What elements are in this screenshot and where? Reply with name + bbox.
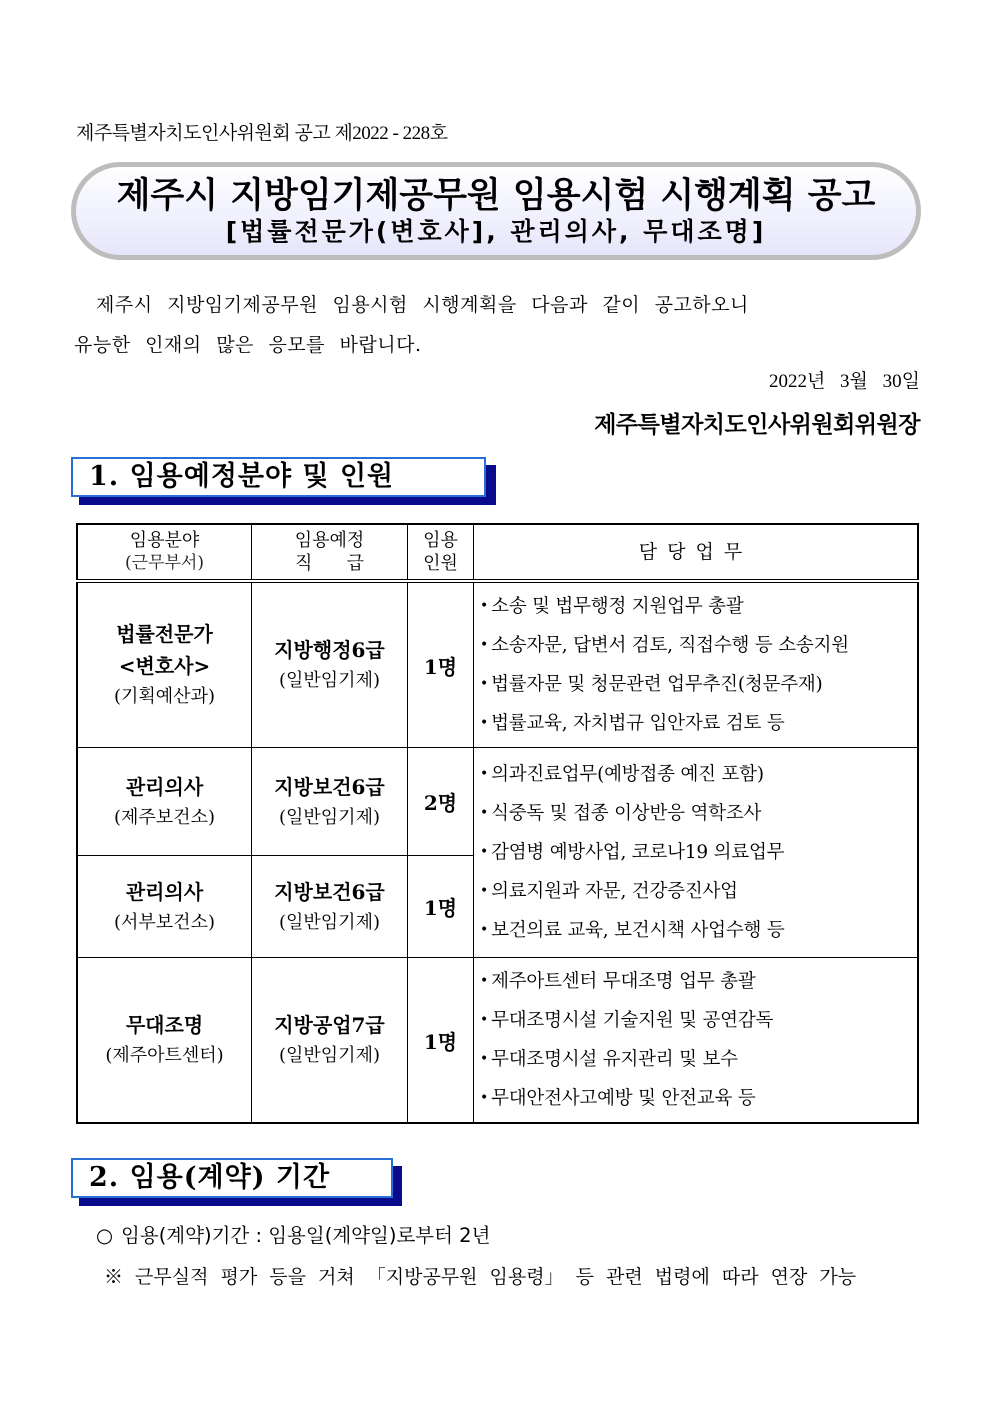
announcement-date: 2022년 3월 30일 [768,371,920,392]
table-row [77,581,918,748]
contract-period [96,1220,490,1248]
table-row [77,748,918,856]
cell-count: 1명 [408,581,474,748]
cell-grade [252,958,408,1124]
duty-item: • 의과진료업무(예방접종 예진 포함) [480,755,917,794]
grade-type: (일반임기제) [279,806,380,828]
department: (제주아트센터) [105,1045,224,1066]
header-field-label: 임용분야 [129,530,200,551]
grade-type: (일반임기제) [279,670,380,691]
header-grade-label: 임용예정 [294,530,365,551]
intro-paragraph [74,285,920,365]
field-name: 무대조명 [125,1013,204,1037]
grade-name: 지방보건6급 [274,774,385,799]
header-field [77,524,252,581]
header-count-label: 임용 [423,530,458,551]
grade-type: (일반임기제) [279,911,380,933]
cell-field [77,581,252,748]
positions-table [76,523,919,1124]
section-1-heading [71,457,486,497]
field-name: 관리의사 [125,774,204,799]
duty-item: • 소송자문, 답변서 검토, 직접수행 등 소송지원 [480,626,917,665]
cell-duties [474,958,919,1124]
circle-bullet-icon: ○ [96,1224,114,1247]
header-grade [252,524,408,581]
duty-item: • 의료지원과 자문, 건강증진사업 [480,872,917,911]
duty-item: • 식중독 및 접종 이상반응 역학조사 [480,794,917,833]
cell-grade [252,748,408,856]
duty-item: • 감염병 예방사업, 코로나19 의료업무 [480,833,917,872]
field-name: 관리의사 [125,879,204,904]
duty-item: • 무대조명시설 기술지원 및 공연감독 [480,1001,917,1040]
duty-item: • 소송 및 법무행정 지원업무 총괄 [480,587,917,626]
page-subtitle: [법률전문가(변호사], 관리의사, 무대조명] [225,217,767,246]
duty-item: • 무대조명시설 유지관리 및 보수 [480,1040,917,1079]
section-2-heading [71,1158,393,1198]
cell-count: 1명 [408,856,474,958]
grade-name: 지방공업7급 [274,1013,385,1037]
intro-line-2: 유능한 인재의 많은 응모를 바랍니다. [74,334,422,356]
table-row [77,958,918,1124]
cell-duties [474,581,919,748]
grade-name: 지방행정6급 [274,638,385,662]
department: (제주보건소) [114,806,215,828]
duties-list [474,958,917,1122]
cell-field [77,748,252,856]
contract-period-text: 임용(계약)기간 : 임용일(계약일)로부터 2년 [121,1224,491,1247]
cell-field [77,856,252,958]
duty-item: • 법률교육, 자치법규 입안자료 검토 등 [480,704,917,743]
duty-item: • 법률자문 및 청문관련 업무추진(청문주재) [480,665,917,704]
extension-note: ※ 근무실적 평가 등을 거쳐 「지방공무원 임용령」 등 관련 법령에 따라 연장 가능 [104,1266,857,1288]
cell-count: 2명 [408,748,474,856]
signer: 제주특별자치도인사위원회위원장 [594,412,920,437]
cell-field [77,958,252,1124]
cell-grade [252,581,408,748]
cell-count: 1명 [408,958,474,1124]
field-extra: <변호사> [118,654,211,678]
duties-list [474,751,917,954]
department: (서부보건소) [114,911,215,933]
field-name: 법률전문가 [116,622,213,646]
duty-item: • 제주아트센터 무대조명 업무 총괄 [480,962,917,1001]
intro-line-1: 제주시 지방임기제공무원 임용시험 시행계획을 다음과 같이 공고하오니 [96,294,749,316]
title-banner [71,162,921,260]
duty-item: • 보건의료 교육, 보건시책 사업수행 등 [480,911,917,950]
grade-type: (일반임기제) [279,1045,380,1066]
header-count-sub: 인원 [423,553,458,574]
header-field-sub: (근무부서) [125,553,204,573]
duties-list [474,583,917,747]
cell-duties [474,748,919,958]
notice-number: 제주특별자치도인사위원회 공고 제2022 - 228호 [76,123,448,144]
department: (기획예산과) [114,686,215,707]
header-count [408,524,474,581]
table-header-row [77,524,918,581]
section-1-title: 1. 임용예정분야 및 인원 [89,461,395,492]
header-grade-sub: 직 급 [294,553,365,574]
duty-item: • 무대안전사고예방 및 안전교육 등 [480,1079,917,1118]
section-2-title: 2. 임용(계약) 기간 [89,1162,331,1193]
header-duties: 담당업무 [474,524,919,581]
cell-grade [252,856,408,958]
page-title: 제주시 지방임기제공무원 임용시험 시행계획 공고 [116,176,876,216]
grade-name: 지방보건6급 [274,879,385,904]
